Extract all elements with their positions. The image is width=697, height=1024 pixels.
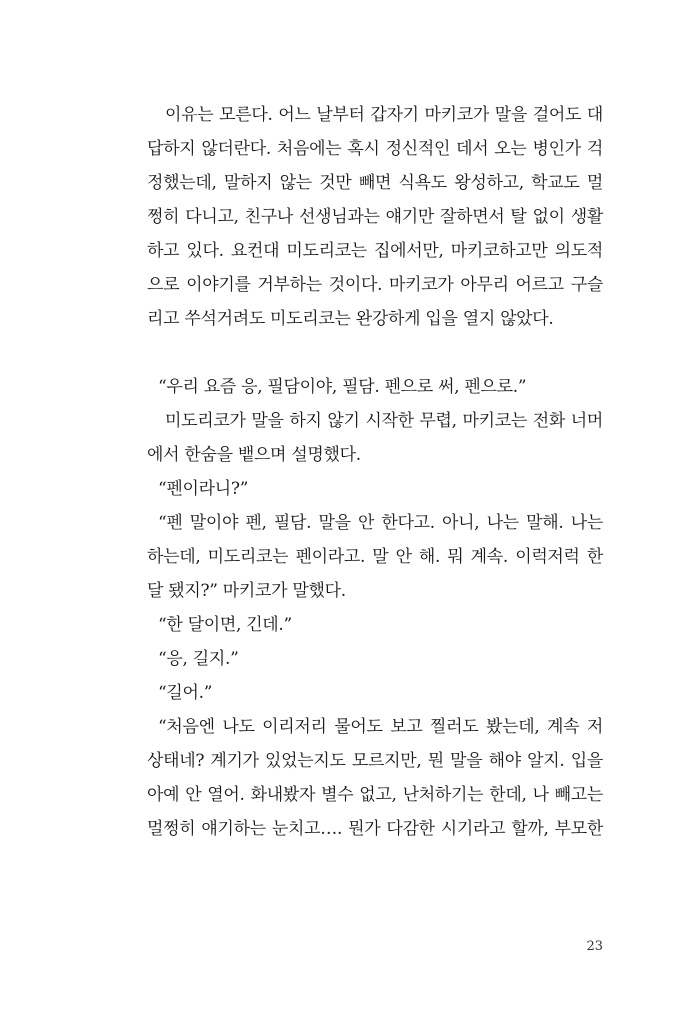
dialogue-line: “펜이라니?” xyxy=(158,479,249,499)
text-line: 미도리코가 말을 하지 않기 시작한 무렵, 마키코는 전화 너머 xyxy=(165,411,603,431)
dialogue-line: “처음엔 나도 이리저리 물어도 보고 찔러도 봤는데, 계속 저 xyxy=(158,717,603,737)
text-line: 답하지 않더란다. 처음에는 혹시 정신적인 데서 오는 병인가 걱 xyxy=(147,139,603,159)
text-line: 하고 있다. 요컨대 미도리코는 집에서만, 마키코하고만 의도적 xyxy=(147,241,603,261)
text-line: 상태네? 계기가 있었는지도 모르지만, 뭔 말을 해야 알지. 입을 xyxy=(147,751,603,771)
text-line: 달 됐지?” 마키코가 말했다. xyxy=(147,581,346,601)
text-line: 멀쩡히 얘기하는 눈치고…. 뭔가 다감한 시기라고 할까, 부모한 xyxy=(147,819,603,839)
text-line: 아예 안 열어. 화내봤자 별수 없고, 난처하기는 한데, 나 빼고는 xyxy=(147,785,603,805)
text-line: 이유는 모른다. 어느 날부터 갑자기 마키코가 말을 걸어도 대 xyxy=(165,105,603,125)
text-line: 으로 이야기를 거부하는 것이다. 마키코가 아무리 어르고 구슬 xyxy=(147,275,603,295)
dialogue-line: “길어.” xyxy=(158,683,213,703)
dialogue-line: “우리 요즘 응, 필담이야, 필담. 펜으로 써, 펜으로.” xyxy=(158,377,527,397)
text-line: 에서 한숨을 뱉으며 설명했다. xyxy=(147,445,361,465)
text-line: 쩡히 다니고, 친구나 선생님과는 얘기만 잘하면서 탈 없이 생활 xyxy=(147,207,603,227)
dialogue-line: “한 달이면, 긴데.” xyxy=(158,615,292,635)
dialogue-line: “펜 말이야 펜, 필담. 말을 안 한다고. 아니, 나는 말해. 나는 xyxy=(158,513,603,533)
page-number: 23 xyxy=(586,939,603,954)
text-line: 정했는데, 말하지 않는 것만 빼면 식욕도 왕성하고, 학교도 멀 xyxy=(147,173,603,193)
text-line: 리고 쑤석거려도 미도리코는 완강하게 입을 열지 않았다. xyxy=(147,309,554,329)
text-line: 하는데, 미도리코는 펜이라고. 말 안 해. 뭐 계속. 이럭저럭 한 xyxy=(147,547,603,567)
dialogue-line: “응, 길지.” xyxy=(158,649,239,669)
